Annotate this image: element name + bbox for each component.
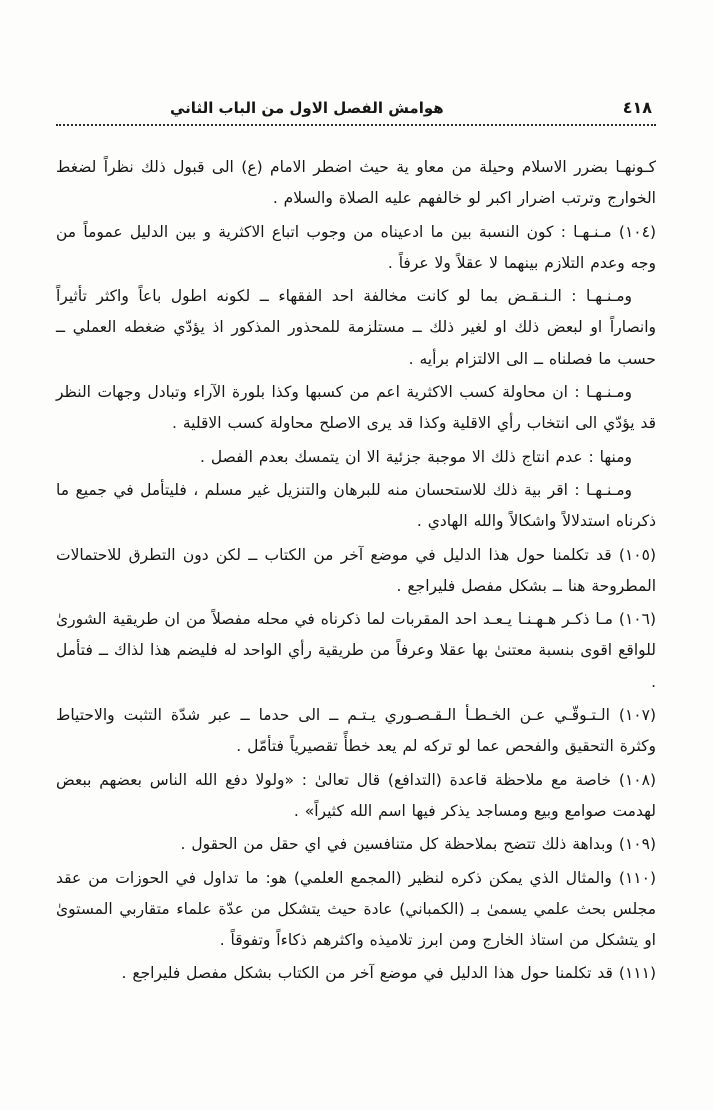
footnote-paragraph: ومنها : عدم انتاج ذلك الا موجبة جزئية الا ان يتمسك بعدم الفصل . <box>200 447 632 466</box>
page-header <box>56 98 656 117</box>
footnote-paragraph: (١٠٤) مـنـهـا : كون النسبة بين ما ادعيناه من وجوب اتباع الاكثرية و بين الدليل عموماً من وجه وعدم التلازم بينهما لا عقلاً ولا عرفاً . <box>56 222 656 272</box>
footnote-paragraph: (١٠٨) خاصة مع ملاحظة قاعدة (التدافع) قال تعالىٰ : «ولولا دفع الله الناس بعضهم ببعض لهدمت صوامع وبيع ومساجد يذكر فيها اسم الله كثيراً» . <box>56 770 656 820</box>
footnote-paragraph: (١٠٩) وبداهة ذلك تتضح بملاحظة كل متنافسين في اي حقل من الحقول . <box>180 835 656 854</box>
footnote-paragraph: (١١٠) والمثال الذي يمكن ذكره لنظير (المجمع العلمي) هو: ما تداول في الحوزات من عقد مجلس بحث علمي يسمىٰ بـ (الكمباني) عادة حيث يتشكل من عدّة علماء متقاربي المستوىٰ او يتشكل من استاذ الخارج ومن ابرز تلاميذه واكثرهم ذكاءاً وتفوقاً . <box>56 868 656 950</box>
footnote-paragraph: ومـنـهـا : ان محاولة كسب الاكثرية اعم من كسبها وكذا بلورة الآراء وتبادل وجهات النظر قد يؤدّي الى انتخاب رأي الاقلية وكذا قد يرى الاصلح محاولة كسب الاقلية . <box>56 383 656 433</box>
footnote-paragraph: كـونهـا بضرر الاسلام وحيلة من معاو ية حيث اضطر الامام (ع) الى قبول ذلك نظراً لضغط الخوارج وترتب اضرار اكبر لو خالفهم عليه الصلاة والسلام . <box>56 158 656 208</box>
footnote-paragraph: ومـنـهـا : اقر بية ذلك للاستحسان منه للبرهان والتنزيل غير مسلم ، فليتأمل في جميع ما ذكرناه استدلالاً واشكالاً والله الهادي . <box>56 480 656 531</box>
header-dotted-divider <box>56 119 656 126</box>
footnote-paragraph: ومـنـهـا : الـنـقـض بما لو كانت مخالفة احد الفقهاء ــ لكونه اطول باعاً واكثر تأثيراً وانصاراً او لبعض ذلك او لغير ذلك ــ مستلزمة للمحذور المذكور اذ يؤدّي ضغطه العملي ــ حسب ما فصلناه ــ الى الالتزام برأيه . <box>56 287 656 368</box>
footnote-paragraph: (١٠٦) مـا ذكـر هـهـنـا يـعـد احد المقربات لما ذكرناه في محله مفصلاً من ان طريقية الشورىٰ للواقع اقوى بنسبة معتنىٰ بها عقلا وعرفاً من طريقية رأي الواحد له فليضم هذا لذاك ــ فتأمل . <box>56 610 656 691</box>
footnote-paragraph: (١٠٧) الـتـوقّـي عـن الخـطـأ الـقـصـوري يـتـم ــ الى حدما ــ عبر شدّة التثبت والاحتياط وكثرة التحقيق والفحص عما لو تركه لم يعد خطأً تقصيرياً فتأمّل . <box>56 706 656 756</box>
footnote-paragraph: (١١١) قد تكلمنا حول هذا الدليل في موضع آخر من الكتاب بشكل مفصل فليراجع . <box>121 964 656 983</box>
page-number: ٤١٨ <box>622 98 652 117</box>
footnotes-body <box>56 152 656 990</box>
footnote-paragraph: (١٠٥) قد تكلمنا حول هذا الدليل في موضع آخر من الكتاب ــ لكن دون التطرق للاحتمالات المطروحة هنا ــ بشكل مفصل فليراجع . <box>56 545 656 595</box>
header-title: هوامش الفصل الاول من الباب الثاني <box>170 99 444 117</box>
